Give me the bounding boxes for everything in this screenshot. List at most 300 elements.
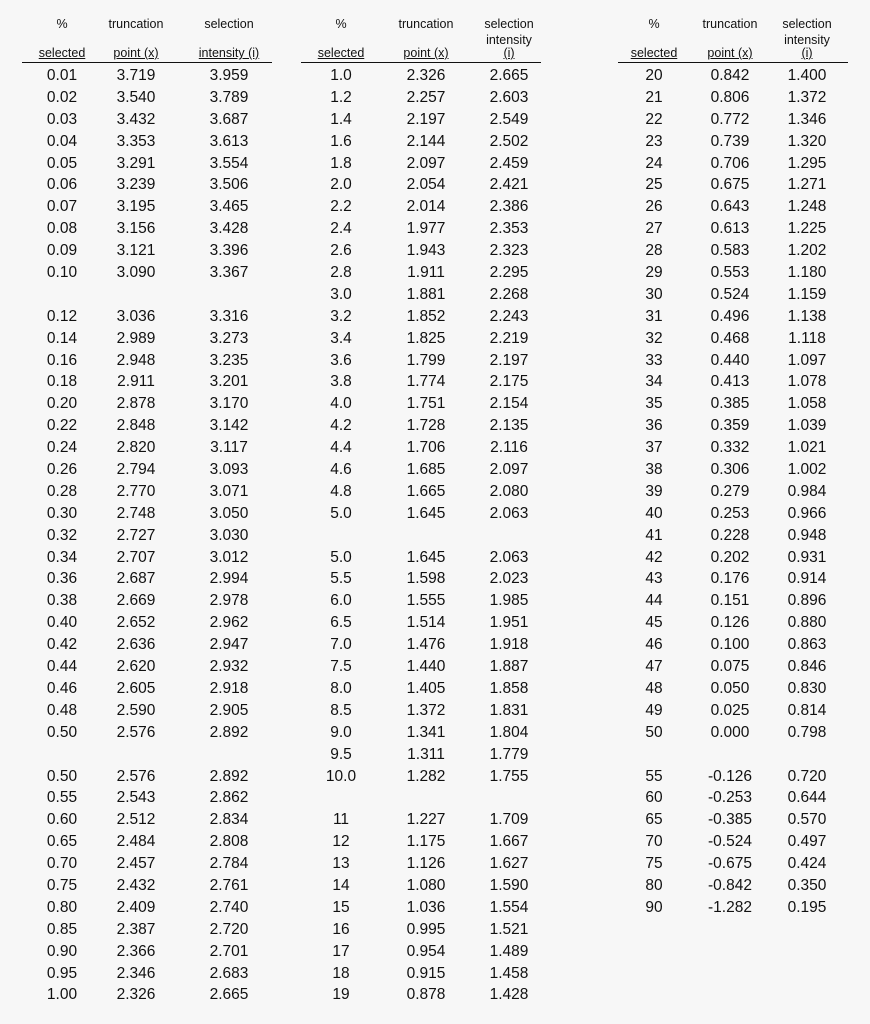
table-row [301, 65, 541, 87]
percent-selected-cell: 0.90 [46, 942, 78, 960]
selection-intensity-cell: 2.962 [209, 614, 249, 632]
truncation-point-cell: 3.353 [116, 132, 156, 150]
percent-selected-cell: 0.46 [46, 679, 78, 697]
percent-selected-cell: 0.55 [46, 789, 78, 807]
selection-intensity-cell: 1.295 [787, 154, 827, 172]
selection-intensity-cell: 1.159 [787, 285, 827, 303]
table-row [301, 547, 541, 569]
percent-selected-cell: 18 [332, 964, 350, 982]
row-gap [22, 284, 272, 306]
truncation-point-cell: 2.014 [406, 198, 446, 216]
selection-intensity-cell: 1.320 [787, 132, 827, 150]
table-row [618, 153, 848, 175]
selection-intensity-cell: 1.858 [489, 679, 529, 697]
percent-selected-cell: 8.5 [330, 701, 352, 719]
table-row [301, 174, 541, 196]
selection-intensity-cell: 3.273 [209, 329, 249, 347]
selection-intensity-cell: 0.570 [787, 811, 827, 829]
truncation-point-cell: 1.311 [407, 745, 445, 763]
table-row [618, 612, 848, 634]
truncation-point-cell: 3.090 [116, 264, 156, 282]
table-row [618, 87, 848, 109]
truncation-point-cell: 1.799 [406, 351, 446, 369]
table-row [618, 503, 848, 525]
selection-intensity-cell: 2.701 [209, 942, 249, 960]
selection-intensity-cell: 1.271 [787, 176, 827, 194]
truncation-point-cell: 0.050 [710, 679, 750, 697]
percent-selected-cell: 22 [645, 110, 663, 128]
truncation-point-cell: 3.432 [116, 110, 156, 128]
table-row [301, 218, 541, 240]
selection-intensity-cell: 1.667 [489, 833, 529, 851]
percent-selected-cell: 37 [645, 439, 663, 457]
table-row [301, 809, 541, 831]
percent-selected-cell: 5.5 [330, 570, 352, 588]
percent-selected-cell: 2.0 [330, 176, 352, 194]
table-row [22, 831, 272, 853]
selection-intensity-cell: 1.887 [489, 658, 529, 676]
column-header-bottom [101, 47, 171, 60]
truncation-point-cell: -0.842 [708, 876, 752, 894]
table-row [301, 328, 541, 350]
percent-selected-cell: 1.4 [330, 110, 352, 128]
table-row [618, 459, 848, 481]
column-header-bottom [695, 47, 765, 60]
truncation-point-cell: -0.253 [708, 789, 752, 807]
truncation-point-cell: 0.675 [710, 176, 750, 194]
table-row [22, 875, 272, 897]
column-header-bottom [472, 34, 546, 60]
percent-selected-cell: 9.5 [330, 745, 352, 763]
percent-selected-cell: 2.2 [330, 198, 352, 216]
percent-selected-cell: 4.2 [330, 417, 352, 435]
selection-intensity-cell: 2.219 [489, 329, 529, 347]
table-row [301, 897, 541, 919]
truncation-point-cell: 1.405 [406, 679, 446, 697]
percent-selected-cell: 9.0 [330, 723, 352, 741]
percent-selected-cell: 7.0 [330, 636, 352, 654]
truncation-point-cell: 0.385 [710, 395, 750, 413]
selection-intensity-cell: 0.948 [787, 526, 827, 544]
truncation-point-cell: 2.326 [406, 67, 446, 84]
selection-intensity-cell: 1.180 [787, 264, 827, 282]
table-row [22, 853, 272, 875]
table-row [22, 109, 272, 131]
percent-selected-cell: 0.32 [46, 526, 78, 544]
truncation-point-cell: 2.346 [116, 964, 156, 982]
table-row [301, 722, 541, 744]
selection-intensity-cell: 1.248 [787, 198, 827, 216]
table-row [22, 984, 272, 1006]
table-row [22, 656, 272, 678]
selection-intensity-cell: 2.268 [489, 285, 529, 303]
truncation-point-cell: 1.881 [406, 285, 446, 303]
table-row [301, 634, 541, 656]
percent-selected-cell: 40 [645, 504, 663, 522]
percent-selected-cell: 0.08 [46, 220, 78, 238]
truncation-point-cell: 2.911 [117, 373, 155, 391]
percent-selected-cell: 0.34 [46, 548, 78, 566]
selection-intensity-cell: 2.932 [209, 658, 249, 676]
truncation-point-cell: 2.512 [116, 811, 156, 829]
column-header-bottom [313, 47, 369, 60]
selection-intensity-cell: 3.316 [209, 307, 249, 325]
truncation-point-cell: 0.025 [710, 701, 750, 719]
truncation-point-cell: 0.202 [710, 548, 750, 566]
percent-selected-cell: 0.65 [46, 833, 78, 851]
truncation-point-cell: 1.341 [406, 723, 446, 741]
table-block [22, 14, 272, 1006]
percent-selected-cell: 8.0 [330, 679, 352, 697]
selection-intensity-cell: 3.201 [209, 373, 249, 391]
selection-intensity-cell: 3.613 [209, 132, 249, 150]
truncation-point-cell: 0.806 [710, 88, 750, 106]
percent-selected-cell: 3.4 [330, 329, 352, 347]
table-row [301, 87, 541, 109]
percent-selected-cell: 48 [645, 679, 663, 697]
table-row [22, 634, 272, 656]
table-row [618, 656, 848, 678]
truncation-point-cell: 3.036 [116, 307, 156, 325]
truncation-point-cell: 2.687 [116, 570, 156, 588]
row-gap [618, 744, 848, 766]
column-header-line: point (x) [113, 46, 159, 60]
column-header-line: point (x) [403, 46, 449, 60]
selection-intensity-cell: 1.985 [489, 592, 529, 610]
percent-selected-cell: 0.50 [46, 723, 78, 741]
selection-intensity-cell: 3.506 [209, 176, 249, 194]
table-row [301, 963, 541, 985]
selection-intensity-cell: 3.117 [210, 439, 248, 457]
selection-intensity-cell: 2.502 [489, 132, 529, 150]
table-row [618, 547, 848, 569]
selection-intensity-cell: 1.002 [787, 461, 827, 479]
table-row [618, 65, 848, 87]
truncation-point-cell: -1.282 [708, 898, 752, 916]
table-row [22, 437, 272, 459]
truncation-point-cell: 1.555 [406, 592, 446, 610]
percent-selected-cell: 0.03 [46, 110, 78, 128]
table-row [618, 766, 848, 788]
percent-selected-cell: 23 [645, 132, 663, 150]
table-row [22, 525, 272, 547]
truncation-point-cell: 1.645 [406, 504, 446, 522]
table-row [618, 437, 848, 459]
truncation-point-cell: 2.576 [116, 723, 156, 741]
table-row [301, 678, 541, 700]
truncation-point-cell: 0.000 [710, 723, 750, 741]
column-header-line: selected [317, 46, 365, 60]
selection-intensity-cell: 2.918 [209, 679, 249, 697]
selection-intensity-cell: 1.078 [787, 373, 827, 391]
percent-selected-cell: 65 [645, 811, 663, 829]
table-row [618, 328, 848, 350]
truncation-point-cell: -0.385 [708, 811, 752, 829]
selection-intensity-cell: 2.353 [489, 220, 529, 238]
percent-selected-cell: 0.16 [46, 351, 78, 369]
percent-selected-cell: 0.18 [46, 373, 78, 391]
percent-selected-cell: 27 [645, 220, 663, 238]
selection-intensity-cell: 2.862 [209, 789, 249, 807]
table-row [22, 328, 272, 350]
selection-intensity-cell: 2.459 [489, 154, 529, 172]
table-row [618, 350, 848, 372]
truncation-point-cell: 2.794 [116, 461, 156, 479]
truncation-point-cell: 2.652 [116, 614, 156, 632]
truncation-point-cell: 0.440 [710, 351, 750, 369]
percent-selected-cell: 6.5 [330, 614, 352, 632]
selection-intensity-cell: 2.905 [209, 701, 249, 719]
percent-selected-cell: 3.0 [330, 285, 352, 303]
column-header-bottom [391, 47, 461, 60]
selection-intensity-cell: 2.549 [489, 110, 529, 128]
table-row [301, 371, 541, 393]
selection-intensity-cell: 2.892 [209, 767, 249, 785]
percent-selected-cell: 35 [645, 395, 663, 413]
truncation-point-cell: 2.669 [116, 592, 156, 610]
percent-selected-cell: 36 [645, 417, 663, 435]
truncation-point-cell: 3.156 [116, 220, 156, 238]
table-row [618, 722, 848, 744]
table-row [22, 481, 272, 503]
truncation-point-cell: 3.121 [116, 242, 156, 260]
selection-intensity-cell: 1.039 [787, 417, 827, 435]
truncation-point-cell: 2.707 [116, 548, 156, 566]
row-gap [301, 525, 541, 547]
selection-intensity-cell: 1.489 [489, 942, 529, 960]
truncation-point-cell: 1.943 [406, 242, 446, 260]
row-gap [301, 787, 541, 809]
truncation-point-cell: 1.728 [406, 417, 446, 435]
percent-selected-cell: 0.07 [46, 198, 78, 216]
truncation-point-cell: 1.977 [406, 220, 446, 238]
table-row [22, 153, 272, 175]
percent-selected-cell: 0.12 [46, 307, 78, 325]
column-header-bottom [770, 34, 844, 60]
column-header-bottom [185, 47, 273, 60]
selection-intensity-cell: 0.846 [787, 658, 827, 676]
percent-selected-cell: 4.8 [330, 482, 352, 500]
selection-intensity-cell: 3.428 [209, 220, 249, 238]
percent-selected-cell: 21 [645, 88, 663, 106]
selection-intensity-cell: 1.709 [489, 811, 529, 829]
selection-intensity-cell: 1.951 [489, 614, 529, 632]
selection-intensity-cell: 2.784 [209, 855, 249, 873]
truncation-point-cell: 1.514 [406, 614, 446, 632]
table-row [22, 218, 272, 240]
table-row [301, 306, 541, 328]
truncation-point-cell: 3.719 [116, 67, 156, 84]
percent-selected-cell: 0.28 [46, 482, 78, 500]
table-row [301, 941, 541, 963]
truncation-point-cell: 1.372 [406, 701, 446, 719]
selection-intensity-cell: 3.465 [209, 198, 249, 216]
table-row [301, 481, 541, 503]
percent-selected-cell: 20 [645, 67, 663, 84]
truncation-point-cell: 2.457 [116, 855, 156, 873]
truncation-point-cell: 0.954 [406, 942, 446, 960]
selection-intensity-cell: 0.896 [787, 592, 827, 610]
table-row [618, 897, 848, 919]
column-header-bottom [34, 47, 90, 60]
percent-selected-cell: 38 [645, 461, 663, 479]
table-row [301, 153, 541, 175]
table-row [618, 787, 848, 809]
truncation-point-cell: 2.409 [116, 898, 156, 916]
selection-intensity-cell: 3.687 [209, 110, 249, 128]
percent-selected-cell: 0.10 [46, 264, 78, 282]
truncation-point-cell: 1.825 [406, 329, 446, 347]
truncation-point-cell: 2.387 [116, 920, 156, 938]
table-row [22, 87, 272, 109]
percent-selected-cell: 11 [332, 811, 350, 829]
percent-selected-cell: 0.60 [46, 811, 78, 829]
table-row [22, 678, 272, 700]
table-row [618, 590, 848, 612]
truncation-point-cell: 1.598 [406, 570, 446, 588]
selection-intensity-cell: 3.396 [209, 242, 249, 260]
table-row [618, 634, 848, 656]
selection-intensity-cell: 3.030 [209, 526, 249, 544]
selection-intensity-cell: 2.603 [489, 88, 529, 106]
table-row [22, 306, 272, 328]
percent-selected-cell: 0.75 [46, 876, 78, 894]
percent-selected-cell: 0.01 [46, 67, 78, 84]
truncation-point-cell: 2.848 [116, 417, 156, 435]
table-row [22, 131, 272, 153]
percent-selected-cell: 28 [645, 242, 663, 260]
percent-selected-cell: 5.0 [330, 504, 352, 522]
table-row [618, 196, 848, 218]
selection-intensity-cell: 2.323 [489, 242, 529, 260]
selection-intensity-cell: 0.914 [787, 570, 827, 588]
table-row [22, 415, 272, 437]
truncation-point-cell: 2.576 [116, 767, 156, 785]
selection-intensity-cell: 1.225 [787, 220, 827, 238]
table-row [301, 700, 541, 722]
percent-selected-cell: 41 [645, 526, 663, 544]
truncation-point-cell: 1.852 [406, 307, 446, 325]
table-row [301, 459, 541, 481]
selection-intensity-cell: 2.080 [489, 482, 529, 500]
selection-intensity-cell: 0.424 [787, 855, 827, 873]
column-header-line: selected [38, 46, 86, 60]
percent-selected-cell: 47 [645, 658, 663, 676]
selection-intensity-cell: 1.118 [788, 329, 826, 347]
percent-selected-cell: 0.26 [46, 461, 78, 479]
percent-selected-cell: 0.40 [46, 614, 78, 632]
percent-selected-cell: 3.2 [330, 307, 352, 325]
column-header-line: point (x) [707, 46, 753, 60]
table-row [618, 831, 848, 853]
table-header [22, 14, 272, 63]
percent-selected-cell: 3.6 [330, 351, 352, 369]
selection-intensity-cell: 2.808 [209, 833, 249, 851]
percent-selected-cell: 1.6 [330, 132, 352, 150]
percent-selected-cell: 0.85 [46, 920, 78, 938]
selection-intensity-cell: 3.959 [209, 67, 249, 84]
percent-selected-cell: 0.06 [46, 176, 78, 194]
table-row [618, 262, 848, 284]
selection-intensity-cell: 0.863 [787, 636, 827, 654]
percent-selected-cell: 4.4 [330, 439, 352, 457]
percent-selected-cell: 1.0 [330, 67, 352, 84]
truncation-point-cell: 0.176 [710, 570, 750, 588]
truncation-point-cell: 0.583 [710, 242, 750, 260]
selection-intensity-cell: 2.023 [489, 570, 529, 588]
percent-selected-cell: 90 [645, 898, 663, 916]
table-row [22, 65, 272, 87]
truncation-point-cell: 0.524 [710, 285, 750, 303]
percent-selected-cell: 24 [645, 154, 663, 172]
table-row [618, 568, 848, 590]
selection-intensity-cell: 3.012 [209, 548, 249, 566]
truncation-point-cell: 2.366 [116, 942, 156, 960]
percent-selected-cell: 33 [645, 351, 663, 369]
selection-intensity-cell: 0.966 [787, 504, 827, 522]
truncation-point-cell: 2.326 [116, 986, 156, 1004]
percent-selected-cell: 1.2 [330, 88, 352, 106]
selection-intensity-cell: 3.170 [209, 395, 249, 413]
truncation-point-cell: 1.282 [406, 767, 446, 785]
table-row [618, 525, 848, 547]
table-row [618, 700, 848, 722]
table-row [22, 766, 272, 788]
selection-intensity-cell: 2.892 [209, 723, 249, 741]
table-row [22, 612, 272, 634]
table-row [22, 371, 272, 393]
table-row [618, 875, 848, 897]
row-gap [22, 744, 272, 766]
column-header-top: % [648, 17, 660, 31]
percent-selected-cell: 0.24 [46, 439, 78, 457]
table-row [301, 919, 541, 941]
truncation-point-cell: 2.748 [116, 504, 156, 522]
percent-selected-cell: 0.42 [46, 636, 78, 654]
percent-selected-cell: 55 [645, 767, 663, 785]
selection-intensity-cell: 1.779 [489, 745, 529, 763]
truncation-point-cell: 0.995 [406, 920, 446, 938]
table-row [22, 722, 272, 744]
column-header-top: truncation [398, 17, 454, 31]
column-header-top: truncation [702, 17, 758, 31]
truncation-point-cell: 0.553 [710, 264, 750, 282]
truncation-point-cell: 2.432 [116, 876, 156, 894]
table-header [618, 14, 848, 63]
selection-intensity-cell: 1.097 [787, 351, 827, 369]
selection-intensity-cell: 0.984 [787, 482, 827, 500]
truncation-point-cell: 0.332 [710, 439, 750, 457]
column-header-top: % [56, 17, 68, 31]
column-header-line: intensity [486, 33, 532, 47]
selection-intensity-cell: 1.428 [489, 986, 529, 1004]
percent-selected-cell: 0.95 [46, 964, 78, 982]
column-header-top: selection [204, 17, 254, 31]
selection-intensity-cell: 0.350 [787, 876, 827, 894]
table-row [22, 590, 272, 612]
selection-intensity-cell: 0.880 [787, 614, 827, 632]
selection-intensity-cell: 2.063 [489, 504, 529, 522]
truncation-point-cell: 3.239 [116, 176, 156, 194]
selection-intensity-cell: 1.458 [489, 964, 529, 982]
truncation-point-cell: -0.524 [708, 833, 752, 851]
selection-intensity-cell: 2.063 [489, 548, 529, 566]
selection-intensity-cell: 2.665 [489, 67, 529, 84]
truncation-point-cell: 0.253 [710, 504, 750, 522]
percent-selected-cell: 0.05 [46, 154, 78, 172]
truncation-point-cell: -0.675 [708, 855, 752, 873]
table-row [301, 196, 541, 218]
